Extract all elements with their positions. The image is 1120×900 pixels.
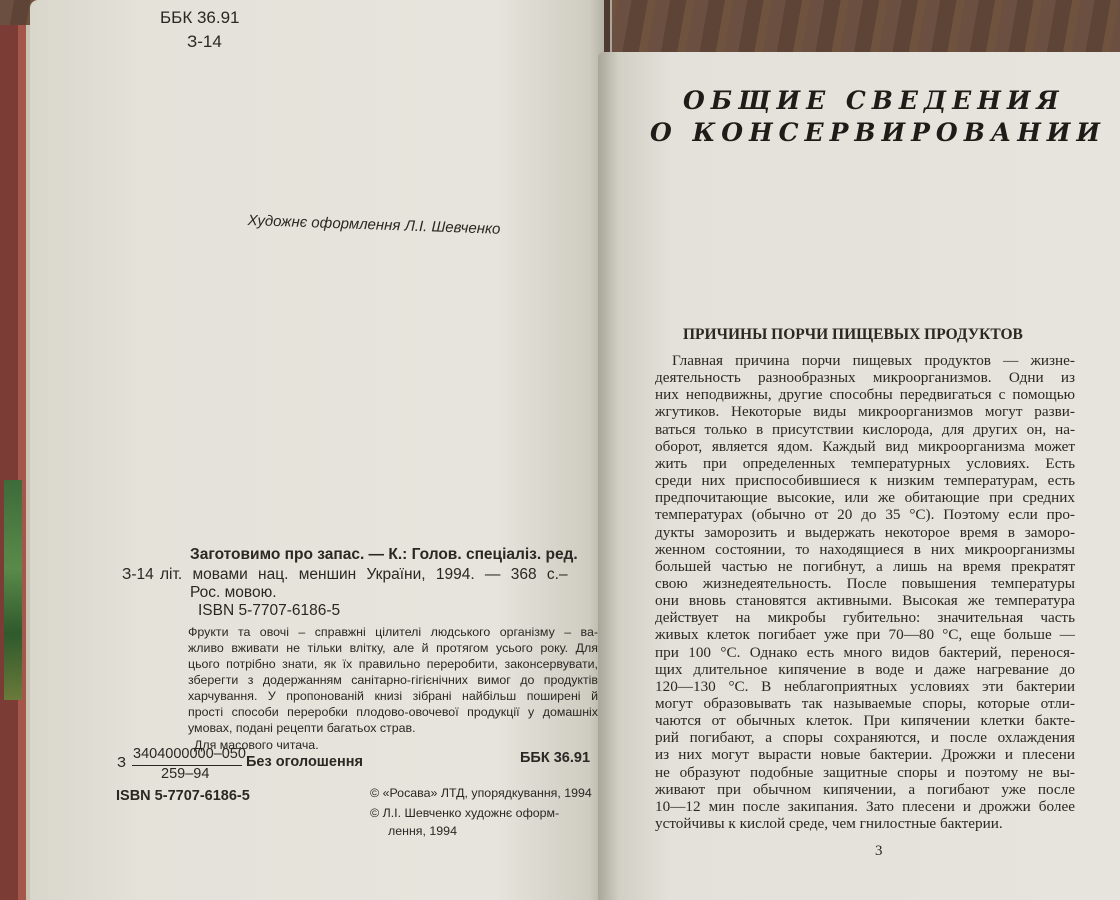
paragraph-line: живают при обычном кипячении, а погибают уже после (655, 780, 1075, 798)
copyright-artist: © Л.І. Шевченко художнє оформ- (370, 806, 560, 820)
paragraph-line: живых клеток погибает уже при 70—80 °С, еще больше — (655, 626, 1075, 644)
annotation-line: прості способи переробки плодово-овочевої продукції у домашніх (188, 705, 598, 719)
paragraph-line: большей частью не погибнут, а лишь на время прекратят (655, 557, 1075, 575)
annotation-line: умовах, подані рецепти багатьох страв. (188, 721, 416, 735)
chapter-title-line-2: О КОНСЕРВИРОВАНИИ (650, 118, 1107, 147)
paragraph-line: устойчивы к кислой среде, чем гнилостные бактерии. (655, 815, 1003, 833)
paragraph-line: них неподвижны, другие способны передвигаться с помощью (655, 386, 1075, 404)
code-denominator: 259–94 (161, 766, 210, 782)
paragraph-line: 10—12 мин после закипания. Зато плесени и дрожжи более (655, 797, 1075, 815)
paragraph-line: температурах (обычно от 20 до 35 °С). Поэтому если про- (655, 506, 1075, 524)
paragraph-line: 120—130 °С. В неблагоприятных условиях эти бактерии (655, 677, 1075, 695)
paragraph-line: деятельность разнообразных микроорганизмов. Одни из (655, 369, 1075, 387)
paragraph-line: жгутиков. Некоторые виды микроорганизмов могут разви- (655, 403, 1075, 421)
paragraph-line: среди них приспособившиеся к низким температурам, есть (655, 472, 1075, 490)
annotation-line: цього потрібно знати, як їх правильно переробити, законсервувати, (188, 657, 598, 671)
annotation-line: Фрукти та овочі – справжні цілителі людського організму – ва- (188, 625, 598, 639)
copyright-publisher: © «Росава» ЛТД, упорядкування, 1994 (370, 786, 592, 800)
paragraph-line: они вновь становятся активными. Высокая же температура (655, 592, 1075, 610)
paragraph-line: предпочитающие высокие, или же обитающие при средних (655, 489, 1075, 507)
paragraph-line: чаются от обычных клеток. При кипячении клетки бакте- (655, 712, 1075, 730)
code-top: З-14 (187, 32, 222, 51)
paragraph-line: из них могут вырасти новые бактерии. Дрожжи и плесени (655, 746, 1075, 764)
paragraph-line: свою жизнедеятельность. После повышения температуры (655, 574, 1075, 592)
audience-note: Для масового читача. (194, 738, 319, 752)
paragraph-line: при 100 °С. Однако есть много видов бактерий, перенося- (655, 643, 1075, 661)
annotation-line: зберегти з додержанням санітарно-гігієнічних вимог до продуктів (188, 673, 598, 687)
catalog-title-line: Заготовимо про запас. — К.: Голов. спеціаліз. ред. (190, 546, 578, 563)
chapter-title-line-1: ОБЩИЕ СВЕДЕНИЯ (683, 86, 1065, 115)
paragraph-line: щих длительное кипячение в воде и даже нагревание до (655, 660, 1075, 678)
paragraph-line: рий погибают, а споры сохраняются, и после охлаждения (655, 729, 1075, 747)
bbk-top: ББК 36.91 (160, 8, 240, 27)
catalog-line-2: літ. мовами нац. меншин України, 1994. — 368 с.– (160, 566, 568, 583)
paragraph-line: жить при определенных температурных условиях. Есть (655, 454, 1075, 472)
artist-credit: Художнє оформлення Л.І. Шевченко (247, 212, 501, 238)
code-prefix: З (117, 754, 127, 771)
paragraph-line: дукты заморозить и выдержать некоторое время в заморо- (655, 523, 1075, 541)
copyright-artist-cont: лення, 1994 (388, 824, 457, 838)
catalog-isbn: ISBN 5-7707-6186-5 (198, 602, 341, 619)
no-announcement: Без оголошення (246, 754, 363, 770)
section-title: ПРИЧИНЫ ПОРЧИ ПИЩЕВЫХ ПРОДУКТОВ (683, 326, 1023, 343)
catalog-code: З-14 (122, 566, 154, 583)
paragraph-line: могут образовывать так называемые споры, которые отли- (655, 695, 1075, 712)
paragraph-line: женном состоянии, то находящиеся в них микроорганизмы (655, 540, 1075, 558)
annotation-line: жливо вживати не тільки влітку, але й протягом усього року. Для (188, 641, 598, 655)
catalog-line-3: Рос. мовою. (190, 584, 277, 601)
code-numerator: 3404000000–050 (133, 746, 246, 762)
isbn-bottom: ISBN 5-7707-6186-5 (116, 788, 250, 804)
paragraph-line: ваться только в присутствии кислорода, для других он, на- (655, 420, 1075, 438)
annotation-line: харчування. У пропонованій книзі зібрані найбільш поширені й (188, 689, 598, 703)
bbk-bottom: ББК 36.91 (520, 750, 591, 766)
paragraph-line: не образуют подобные защитные споры и поэтому не вы- (655, 763, 1075, 781)
cover-illustration (4, 480, 22, 700)
paragraph-line: оборот, является ядом. Каждый вид микроорганизма может (655, 437, 1075, 455)
paragraph-line: Главная причина порчи пищевых продуктов — жизне- (672, 352, 1075, 369)
paragraph-line: действует на микробы губительно: значительная часть (655, 609, 1075, 627)
page-number: 3 (875, 843, 883, 859)
